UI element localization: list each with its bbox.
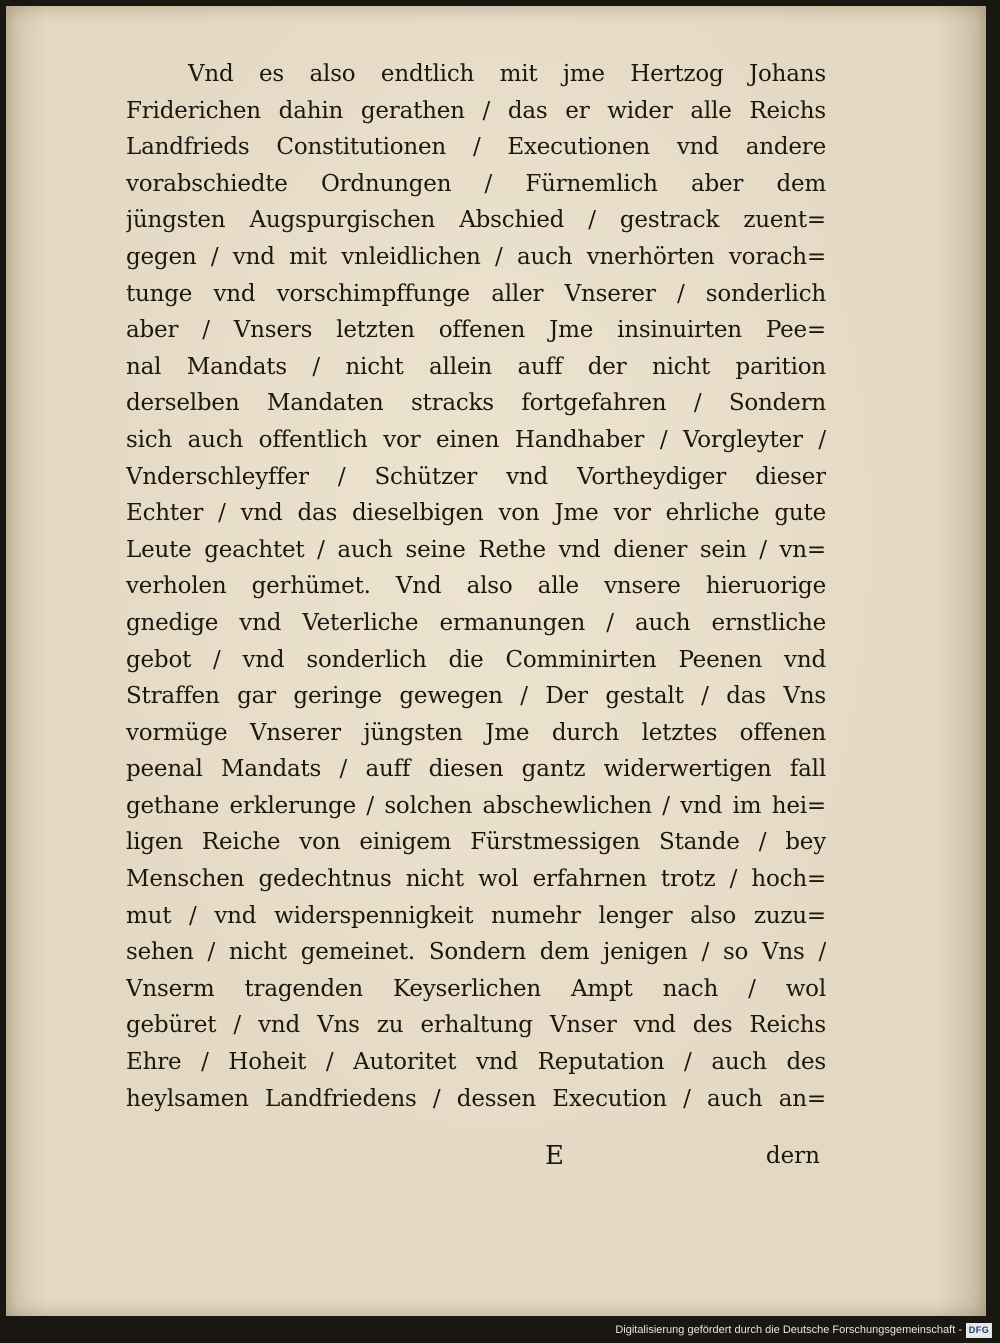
text-line: gebot / vnd sonderlich die Comminirten Peenen vnd (126, 646, 826, 673)
text-line: nal Mandats / nicht allein auff der nicht parition (126, 353, 826, 380)
text-line: Ehre / Hoheit / Autoritet vnd Reputation / auch des (126, 1049, 826, 1076)
text-line: Leute geachtet / auch seine Rethe vnd diener sein / vn= (126, 536, 826, 563)
text-line: vorabschiedte Ordnungen / Fürnemlich aber dem (126, 170, 826, 197)
text-line: gebüret / vnd Vns zu erhaltung Vnser vnd des Reichs (126, 1012, 826, 1039)
text-line: sehen / nicht gemeinet. Sondern dem jenigen / so Vns / (126, 939, 826, 966)
text-line: tunge vnd vorschimpffunge aller Vnserer / sonderlich (126, 280, 826, 307)
text-line: Menschen gedechtnus nicht wol erfahrnen trotz / hoch= (126, 866, 826, 893)
text-line: aber / Vnsers letzten offenen Jme insinuirten Pee= (126, 317, 826, 344)
book-page (6, 6, 986, 1316)
text-line: derselben Mandaten stracks fortgefahren / Sondern (126, 390, 826, 417)
text-line: ligen Reiche von einigem Fürstmessigen Stande / bey (126, 829, 826, 856)
text-line: Vnd es also endtlich mit jme Hertzog Johans (188, 61, 826, 87)
text-line: Vnderschleyffer / Schützer vnd Vortheydiger dieser (126, 463, 826, 490)
text-block (126, 56, 826, 1117)
signature-row (120, 1136, 820, 1176)
text-line: gnedige vnd Veterliche ermanungen / auch ernstliche (126, 609, 826, 636)
text-line: sich auch offentlich vor einen Handhaber / Vorgleyter / (126, 426, 826, 453)
text-line: heylsamen Landfriedens / dessen Execution / auch an= (126, 1085, 826, 1112)
dfg-logo: DFG (966, 1323, 992, 1338)
text-line: Echter / vnd das dieselbigen von Jme vor ehrliche gute (126, 500, 826, 527)
text-line: peenal Mandats / auff diesen gantz widerwertigen fall (126, 756, 826, 783)
text-line: mut / vnd widerspennigkeit numehr lenger also zuzu= (126, 902, 826, 929)
text-line: Straffen gar geringe gewegen / Der gestalt / das Vns (126, 683, 826, 710)
text-line: gethane erklerunge / solchen abschewlichen / vnd im hei= (126, 792, 826, 819)
text-line: jüngsten Augspurgischen Abschied / gestrack zuent= (126, 207, 826, 234)
signature-mark: E (545, 1141, 564, 1171)
catchword: dern (765, 1143, 820, 1169)
text-line: Vnserm tragenden Keyserlichen Ampt nach / wol (126, 975, 826, 1002)
footer-credit: Digitalisierung gefördert durch die Deutsche Forschungsgemeinschaft - (615, 1324, 962, 1336)
text-line: gegen / vnd mit vnleidlichen / auch vnerhörten vorach= (126, 243, 826, 270)
text-line: Landfrieds Constitutionen / Executionen vnd andere (126, 134, 826, 161)
footer-bar (0, 1320, 1000, 1343)
text-line: vormüge Vnserer jüngsten Jme durch letztes offenen (126, 719, 826, 746)
text-line: verholen gerhümet. Vnd also alle vnsere hieruorige (126, 573, 826, 600)
text-line: Friderichen dahin gerathen / das er wider alle Reichs (126, 97, 826, 124)
